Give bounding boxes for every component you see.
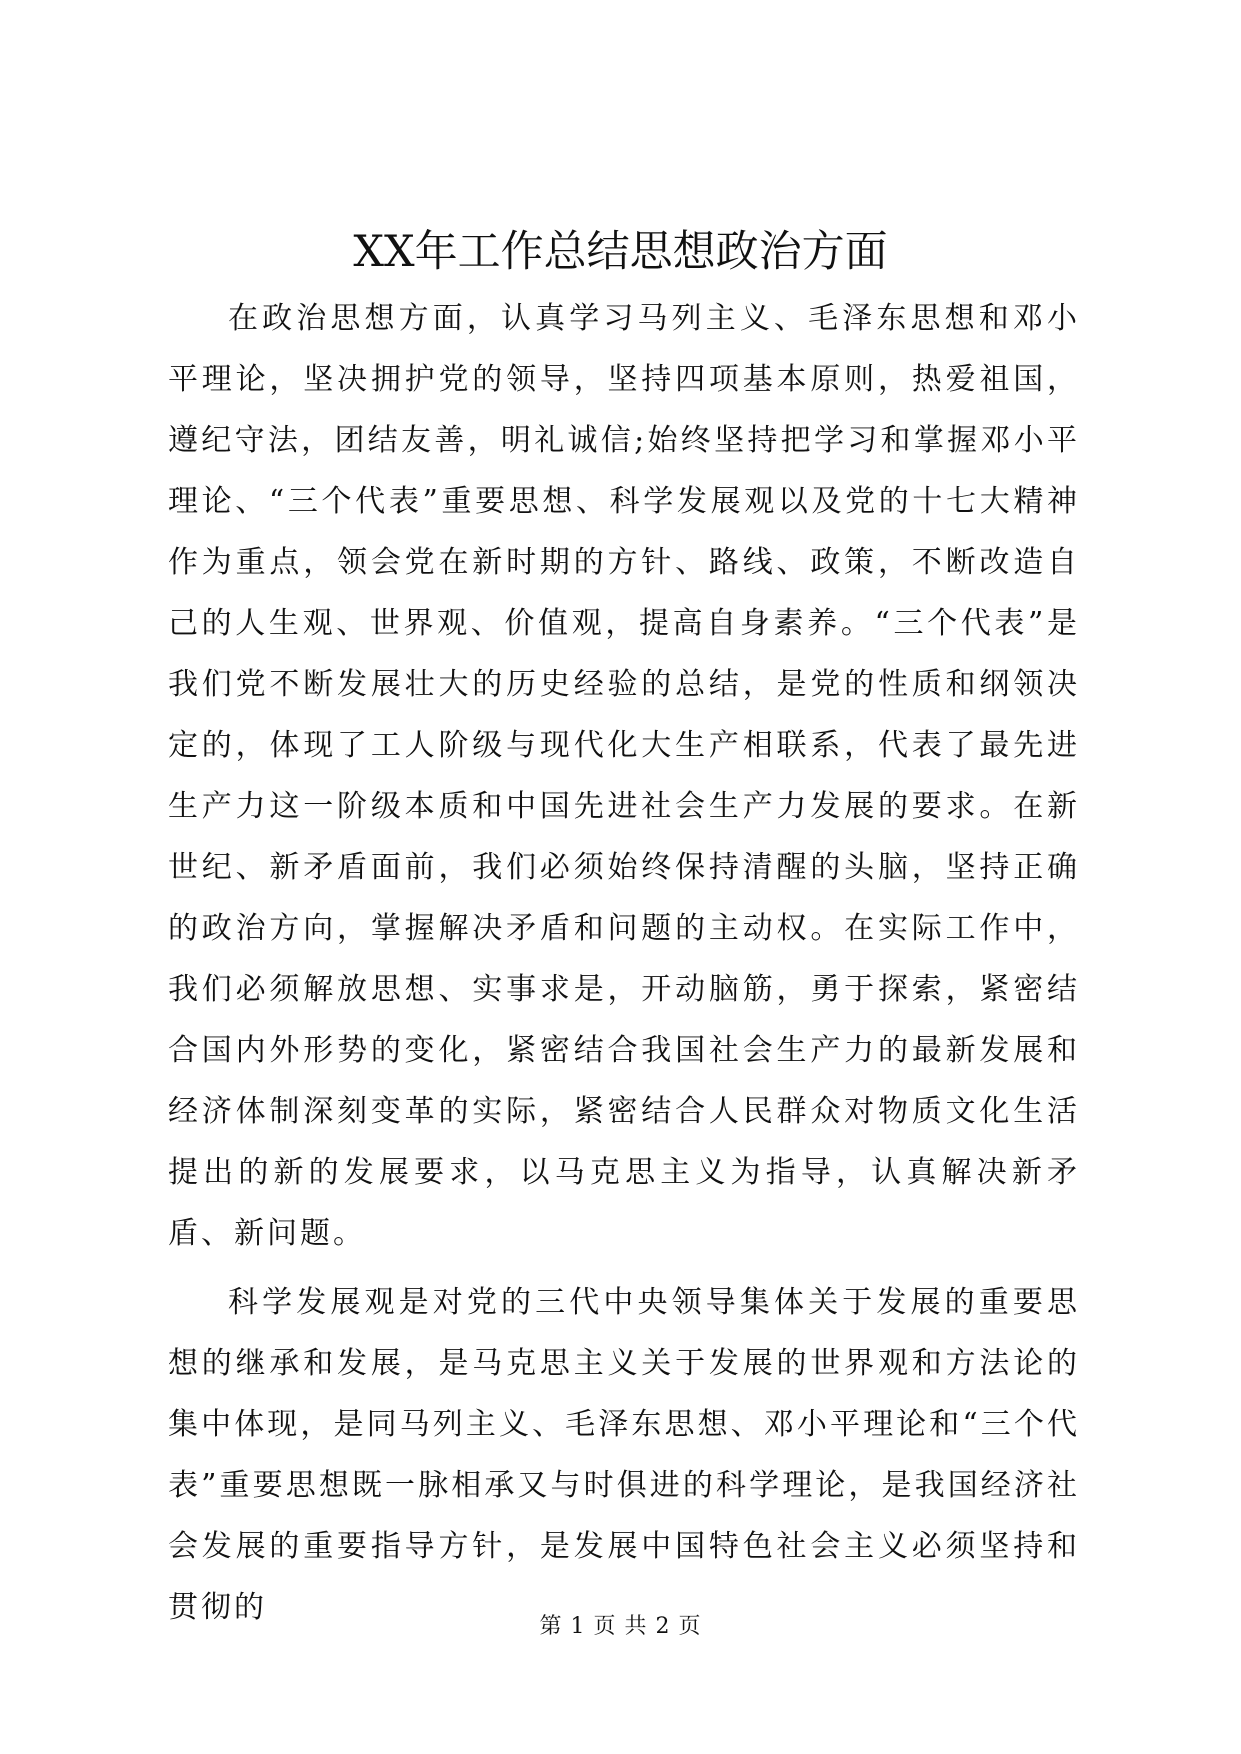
document-title: XX年工作总结思想政治方面 bbox=[353, 227, 888, 277]
paragraph-political-thought: 在政治思想方面，认真学习马列主义、毛泽东思想和邓小平理论，坚决拥护党的领导，坚持四项基本原则，热爱祖国，遵纪守法，团结友善，明礼诚信;始终坚持把学习和掌握邓小平理论、“三个代表”重要思想、科学发展观以及党的十七大精神作为重点，领会党在新时期的方针、路线、政策，不断改造自己的人生观、世界观、价值观，提高自身素养。“三个代表”是我们党不断发展壮大的历史经验的总结，是党的性质和纲领决定的，体现了工人阶级与现代化大生产相联系，代表了最先进生产力这一阶级本质和中国先进社会生产力发展的要求。在新世纪、新矛盾面前，我们必须始终保持清醒的头脑，坚持正确的政治方向，掌握解决矛盾和问题的主动权。在实际工作中，我们必须解放思想、实事求是，开动脑筋，勇于探索，紧密结合国内外形势的变化，紧密结合我国社会生产力的最新发展和经济体制深刻变革的实际，紧密结合人民群众对物质文化生活提出的新的发展要求，以马克思主义为指导，认真解决新矛盾、新问题。 bbox=[168, 301, 1080, 1251]
page-number-footer: 第 1 页 共 2 页 bbox=[539, 1614, 702, 1639]
paragraph-scientific-development: 科学发展观是对党的三代中央领导集体关于发展的重要思想的继承和发展，是马克思主义关于发展的世界观和方法论的集中体现，是同马列主义、毛泽东思想、邓小平理论和“三个代表”重要思想既一脉相承又与时俱进的科学理论，是我国经济社会发展的重要指导方针，是发展中国特色社会主义必须坚持和贯彻的 bbox=[168, 1285, 1080, 1625]
document-body bbox=[168, 288, 1080, 1646]
